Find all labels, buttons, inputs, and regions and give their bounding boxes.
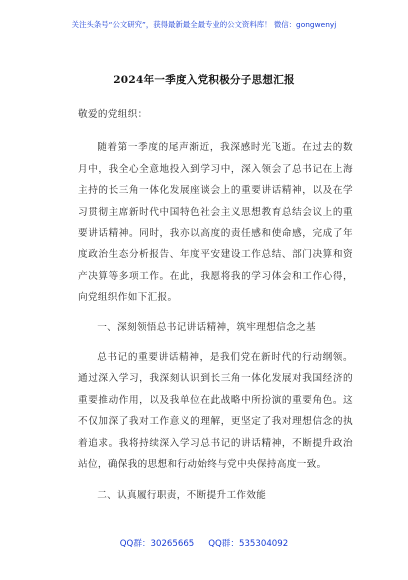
watermark-banner: 关注头条号“公文研究”，获得最新最全最专业的公文资料库！ 微信：gongwenyj xyxy=(71,20,337,29)
footer-qq-group-1: QQ群：30265665 xyxy=(119,539,195,549)
greeting: 敬爱的党组织： xyxy=(78,109,148,120)
footer-qq-group-2: QQ群：535304092 xyxy=(208,539,289,549)
intro-paragraph: 随着第一季度的尾声渐近，我深感时光飞逝。在过去的数月中，我全心全意地投入到学习中，深入领会了总书记在上海主持的长三角一体化发展座谈会上的重要讲话精神，以及在学习贯彻主席新时代中国特色社会主义思想教育总结会议上的重要讲话精神。同时，我亦以高度的责任感和使命感，完成了年度政治生态分析报告、年度平安建设工作总结、部门决算和资产决算等多项工作。在此，我愿将我的学习体会和工作心得，向党组织作如下汇报。 xyxy=(78,142,353,304)
section-heading-2: 二、认真履行职责，不断提升工作效能 xyxy=(97,489,267,501)
section-heading-1: 一、深刻领悟总书记讲话精神，筑牢理想信念之基 xyxy=(97,321,316,333)
section-1-paragraph: 总书记的重要讲话精神，是我们党在新时代的行动纲领。通过深入学习，我深刻认识到长三角一体化发展对我国经济的重要推动作用，以及我单位在此战略中所扮演的重要角色。这不仅加深了我对工作意义的理解，更坚定了我对理想信念的执着追求。我将持续深入学习总书记的讲话精神，不断提升政治站位，确保我的思想和行动始终与党中央保持高度一致。 xyxy=(78,352,353,471)
document-title: 2024年一季度入党积极分子思想汇报 xyxy=(113,74,295,86)
footer-contact xyxy=(0,537,408,549)
document-body xyxy=(78,104,353,506)
